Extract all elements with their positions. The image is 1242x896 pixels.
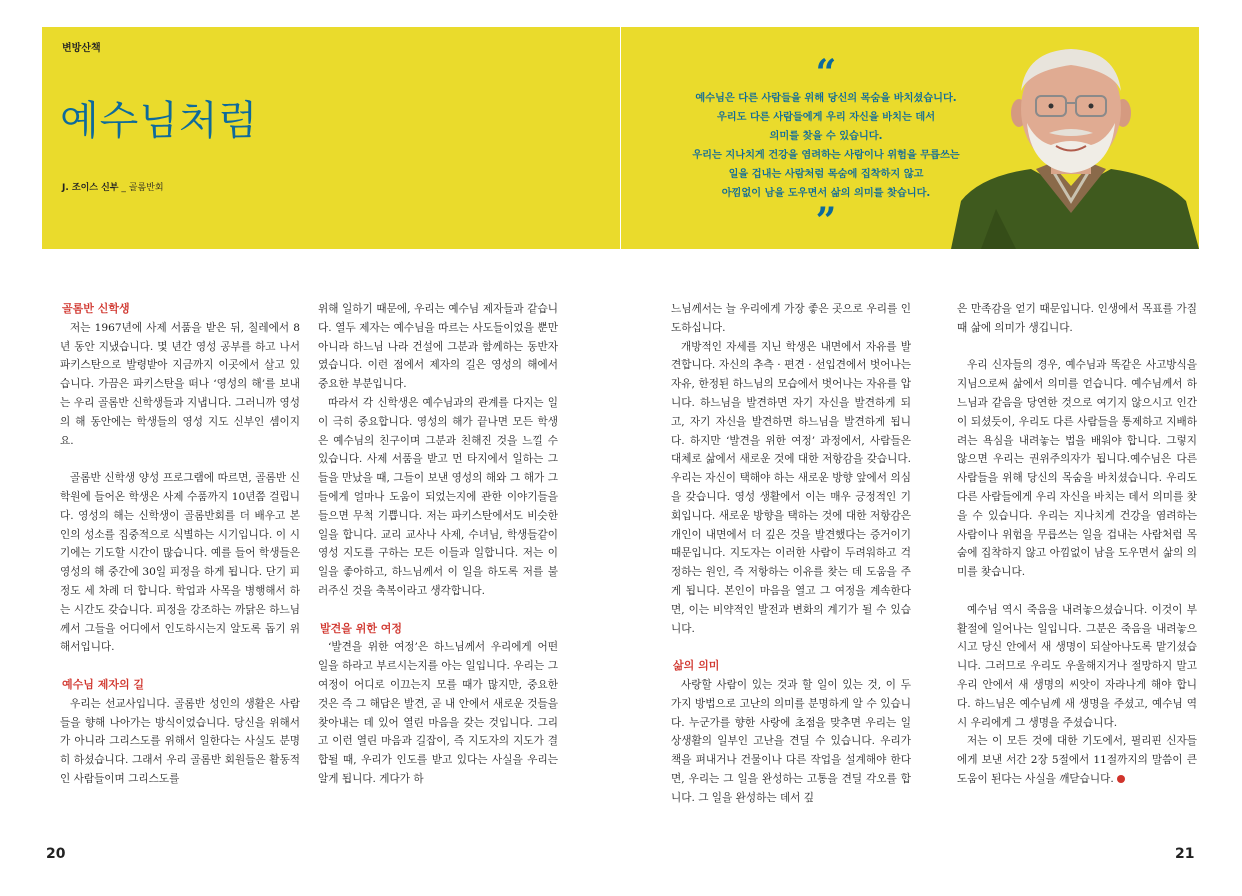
right-page xyxy=(621,0,1242,896)
paragraph: 골롬반 신학생 양성 프로그램에 따르면, 골롬반 신학원에 들어온 학생은 사제 수품까지 10년쯤 걸립니다. 영성의 해는 신학생이 골롬반회를 더 배우고 본인의 성소를 집중적으로 식별하는 시기입니다. 이 시기에는 기도할 시간이 많습니다. 예를 들어 학생들은 영성의 해 중간에 30일 피정을 하게 됩니다. 단기 피정도 세 차례 더 합니다. 학업과 사목을 병행해서 하는 시간도 갖습니다. 피정을 강조하는 까닭은 하느님께서 그들을 어디에서 인도하시는지 알도록 돕기 위해서입니다. xyxy=(60,472,300,654)
pull-quote xyxy=(676,52,976,242)
quote-line: 일을 겁내는 사람처럼 목숨에 집착하지 않고 xyxy=(728,169,924,180)
paragraph: 따라서 각 신학생은 예수님과의 관계를 다지는 일이 극히 중요합니다. 영성의 해가 끝나면 모든 학생은 예수님의 친구이며 그분과 친해진 것을 느낄 수 있습니다. 사제 서품을 받고 먼 타지에서 일하는 그들을 만났을 때, 그들이 보낸 영성의 해와 그 해가 그들에게 얼마나 도움이 되었는지에 관한 이야기들을 들으면 무척 기쁩니다. 저는 파키스탄에서도 비슷한 일을 합니다. 교리 교사나 사제, 수녀님, 학생들같이 영성 지도를 구하는 모든 이들과 일합니다. 저는 이 일을 좋아하고, 하느님께서 이 일을 하도록 저를 불러주신 것을 축복이라고 생각합니다. xyxy=(318,396,558,597)
close-quote-icon: ” xyxy=(815,200,837,242)
author-affiliation: _ 골롬반회 xyxy=(121,183,164,193)
paragraph: 은 만족감을 얻기 때문입니다. 인생에서 목표를 가질 때 삶에 의미가 생깁니다. xyxy=(957,303,1197,334)
author-name: J. 조이스 신부 xyxy=(62,183,119,193)
author-portrait xyxy=(941,41,1199,249)
portrait-illustration xyxy=(941,41,1199,249)
subheading: 골롬반 신학생 xyxy=(62,302,130,315)
paragraph: 우리는 선교사입니다. 골롬반 성인의 생활은 사람들을 향해 나아가는 방식이었습니다. 당신을 위해서가 아니라 그리스도를 위해서 일한다는 사실도 분명히 하셨습니다. 그래서 우리 골롬반 회원들은 활동적인 사람들이며 그리스도를 xyxy=(60,697,300,785)
paragraph: 저는 1967년에 사제 서품을 받은 뒤, 칠레에서 8년 동안 지냈습니다. 몇 년간 영성 공부를 하고 나서 파키스탄으로 발령받아 지금까지 이곳에서 살고 있습니다. 가끔은 파키스탄을 떠나 ‘영성의 해’를 보내는 우리 골롬반 신학생들과 지냅니다. 그러니까 영성의 해 동안에는 학생들의 영성 지도 신부인 셈이지요. xyxy=(60,321,300,447)
paragraph: ‘발견을 위한 여정’은 하느님께서 우리에게 어떤 일을 하라고 부르시는지를 아는 일입니다. 우리는 그 여정이 어디로 이끄는지 모를 때가 많지만, 중요한 것은 즉 그 해답은 발견, 곧 내 안에서 새로운 것들을 찾아내는 데 있어 열린 마음을 갖는 것입니다. 그리고 이런 열린 마음과 길잡이, 즉 지도자의 지도가 결합될 때, 우리가 인도를 받고 있다는 사실을 우리는 알게 됩니다. 게다가 하 xyxy=(318,641,558,785)
column-1 xyxy=(60,300,300,789)
paragraph-text: 저는 이 모든 것에 대한 기도에서, 필리핀 신자들에게 보낸 서간 2장 5절에서 11절까지의 말씀이 큰 도움이 된다는 사실을 깨닫습니다. xyxy=(957,735,1197,785)
end-mark-icon xyxy=(1117,775,1125,783)
column-4 xyxy=(957,300,1197,789)
paragraph: 우리 신자들의 경우, 예수님과 똑같은 사고방식을 지님으로써 삶에서 의미를 얻습니다. 예수님께서 하느님과 같음을 당연한 것으로 여기지 않으시고 인간이 되셨듯이, 우리도 다른 사람들을 통제하고 지배하려는 욕심을 내려놓는 법을 배워야 합니다. 그렇지 않으면 우리는 권위주의자가 됩니다.예수님은 다른 사람들을 위해 당신의 목숨을 바치셨습니다. 우리도 다른 사람들에게 우리 자신을 바치는 데서 의미를 찾을 수 있습니다. 우리는 지나치게 건강을 염려하는 사람이나 위험을 무릅쓰는 일을 겁내는 사람처럼 목숨에 집착하지 않고 아낌없이 남을 도우면서 삶의 의미를 찾습니다. xyxy=(957,359,1197,579)
page-number-left: 20 xyxy=(46,846,66,862)
title-banner xyxy=(42,27,620,249)
article-title: 예수님처럼 xyxy=(60,98,259,144)
paragraph: 예수님 역시 죽음을 내려놓으셨습니다. 이것이 부활절에 일어나는 일입니다. 그분은 죽음을 내려놓으시고 당신 안에서 새 생명이 되살아나도록 맡기셨습니다. 그러므로 우리도 우울해지거나 절망하지 말고 우리 안에서 새 생명의 씨앗이 자라나게 해야 합니다. 하느님은 예수님께 새 생명을 주셨고, 예수님 역시 우리에게 그 생명을 주셨습니다. xyxy=(957,603,1197,729)
paragraph: 위해 일하기 때문에, 우리는 예수님 제자들과 같습니다. 열두 제자는 예수님을 따르는 사도들이었을 뿐만 아니라 하느님 나라 건설에 그분과 함께하는 동반자였습니다. 이런 점에서 제자의 길은 영성의 해에서 중요한 부분입니다. xyxy=(318,303,558,391)
section-label: 변방산책 xyxy=(62,43,101,54)
quote-banner xyxy=(621,27,1199,249)
quote-line: 의미를 찾을 수 있습니다. xyxy=(769,131,883,142)
page-number-right: 21 xyxy=(1175,846,1195,862)
paragraph: 사랑할 사람이 있는 것과 할 일이 있는 것, 이 두 가지 방법으로 고난의 의미를 분명하게 알 수 있습니다. 누군가를 향한 사랑에 초점을 맞추면 우리는 일상생활의 일부인 고난을 견딜 수 있습니다. 우리가 책을 펴내거나 건물이나 다른 작업을 설계해야 한다면, 우리는 그 일을 완성하는 고통을 견딜 각오를 합니다. 그 일을 완성하는 데서 깊 xyxy=(671,678,911,804)
paragraph: 느님께서는 늘 우리에게 가장 좋은 곳으로 우리를 인도하십니다. xyxy=(671,303,911,334)
paragraph xyxy=(957,732,1197,788)
paragraph: 개방적인 자세를 지닌 학생은 내면에서 자유를 발견합니다. 자신의 추측 · 편견 · 선입견에서 벗어나는 자유, 한정된 하느님의 모습에서 벗어나는 자유를 압니다. 하느님을 발견하면 자기 자신을 발견하게 되고, 자기 자신을 발견하면 하느님을 발견하게 됩니다. 하지만 ‘발견을 위한 여정’ 과정에서, 사람들은 대체로 삶에서 새로운 것에 대한 저항감을 갖습니다. 우리는 자신이 택해야 하는 새로운 방향 앞에서 의심을 갖습니다. 영성 생활에서 이는 매우 긍정적인 기회입니다. 새로운 방향을 택하는 것에 대한 저항감은 개인이 내면에서 더 깊은 것을 발견했다는 증거이기 때문입니다. 지도자는 이러한 사람이 두려워하고 걱정하는 원인, 즉 저항하는 이유를 찾는 데 도움을 주게 됩니다. 본인이 마음을 열고 그 여정을 계속한다면, 이는 비약적인 발전과 변화의 계기가 될 수 있습니다. xyxy=(671,340,911,635)
byline xyxy=(62,180,164,193)
subheading: 발견을 위한 여정 xyxy=(320,621,403,635)
quote-line: 예수님은 다른 사람들을 위해 당신의 목숨을 바치셨습니다. xyxy=(695,93,957,104)
quote-line: 우리도 다른 사람들에게 우리 자신을 바치는 데서 xyxy=(716,112,936,123)
column-3 xyxy=(671,300,911,808)
subheading: 예수님 제자의 길 xyxy=(62,677,145,691)
open-quote-icon: “ xyxy=(815,52,837,94)
quote-line: 우리는 지나치게 건강을 염려하는 사람이나 위험을 무릅쓰는 xyxy=(692,150,960,161)
quote-line: 아낌없이 남을 도우면서 삶의 의미를 찾습니다. xyxy=(721,188,931,199)
column-2 xyxy=(318,300,558,789)
subheading: 삶의 의미 xyxy=(673,659,720,673)
